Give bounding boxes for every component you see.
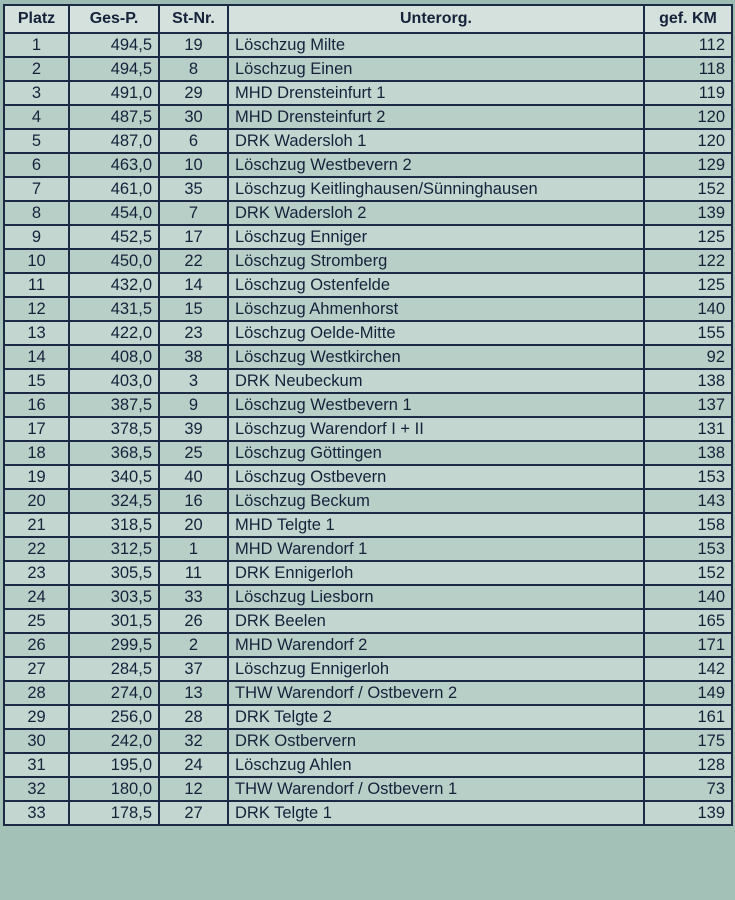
table-row	[4, 345, 732, 369]
cell-ges-p: 305,5	[69, 561, 159, 585]
table-row	[4, 465, 732, 489]
cell-gef-km: 161	[644, 705, 732, 729]
cell-ges-p: 422,0	[69, 321, 159, 345]
cell-platz: 24	[4, 585, 69, 609]
cell-st-nr: 26	[159, 609, 228, 633]
table-row	[4, 177, 732, 201]
cell-gef-km: 155	[644, 321, 732, 345]
cell-st-nr: 9	[159, 393, 228, 417]
cell-platz: 4	[4, 105, 69, 129]
cell-platz: 19	[4, 465, 69, 489]
cell-st-nr: 25	[159, 441, 228, 465]
cell-ges-p: 256,0	[69, 705, 159, 729]
cell-st-nr: 12	[159, 777, 228, 801]
cell-unterorg: Löschzug Ostbevern	[228, 465, 644, 489]
cell-ges-p: 301,5	[69, 609, 159, 633]
header-ges-p: Ges-P.	[69, 5, 159, 33]
table-header	[4, 5, 732, 33]
table-row	[4, 81, 732, 105]
cell-platz: 21	[4, 513, 69, 537]
cell-platz: 33	[4, 801, 69, 825]
table-row	[4, 225, 732, 249]
cell-st-nr: 2	[159, 633, 228, 657]
cell-st-nr: 38	[159, 345, 228, 369]
table-row	[4, 33, 732, 57]
table-row	[4, 537, 732, 561]
cell-st-nr: 23	[159, 321, 228, 345]
cell-unterorg: Löschzug Oelde-Mitte	[228, 321, 644, 345]
cell-platz: 22	[4, 537, 69, 561]
cell-unterorg: MHD Warendorf 1	[228, 537, 644, 561]
cell-gef-km: 139	[644, 801, 732, 825]
cell-gef-km: 128	[644, 753, 732, 777]
cell-ges-p: 431,5	[69, 297, 159, 321]
cell-st-nr: 16	[159, 489, 228, 513]
cell-st-nr: 14	[159, 273, 228, 297]
cell-platz: 3	[4, 81, 69, 105]
cell-st-nr: 1	[159, 537, 228, 561]
cell-gef-km: 119	[644, 81, 732, 105]
table-row	[4, 729, 732, 753]
cell-gef-km: 153	[644, 537, 732, 561]
cell-unterorg: Löschzug Ostenfelde	[228, 273, 644, 297]
cell-platz: 31	[4, 753, 69, 777]
cell-st-nr: 3	[159, 369, 228, 393]
cell-platz: 29	[4, 705, 69, 729]
cell-ges-p: 378,5	[69, 417, 159, 441]
table-row	[4, 609, 732, 633]
cell-gef-km: 158	[644, 513, 732, 537]
cell-unterorg: DRK Wadersloh 2	[228, 201, 644, 225]
cell-gef-km: 140	[644, 585, 732, 609]
cell-unterorg: DRK Ostbervern	[228, 729, 644, 753]
cell-ges-p: 195,0	[69, 753, 159, 777]
cell-unterorg: DRK Neubeckum	[228, 369, 644, 393]
cell-ges-p: 494,5	[69, 33, 159, 57]
table-row	[4, 249, 732, 273]
cell-unterorg: Löschzug Ahmenhorst	[228, 297, 644, 321]
table-row	[4, 513, 732, 537]
cell-unterorg: Löschzug Ennigerloh	[228, 657, 644, 681]
cell-st-nr: 39	[159, 417, 228, 441]
cell-st-nr: 8	[159, 57, 228, 81]
table-body	[4, 33, 732, 825]
cell-unterorg: Löschzug Göttingen	[228, 441, 644, 465]
cell-st-nr: 24	[159, 753, 228, 777]
table-row	[4, 153, 732, 177]
cell-unterorg: Löschzug Milte	[228, 33, 644, 57]
table-row	[4, 681, 732, 705]
cell-platz: 8	[4, 201, 69, 225]
cell-gef-km: 92	[644, 345, 732, 369]
cell-platz: 13	[4, 321, 69, 345]
cell-ges-p: 284,5	[69, 657, 159, 681]
table-row	[4, 777, 732, 801]
cell-platz: 28	[4, 681, 69, 705]
cell-gef-km: 152	[644, 177, 732, 201]
cell-gef-km: 153	[644, 465, 732, 489]
header-st-nr: St-Nr.	[159, 5, 228, 33]
cell-unterorg: Löschzug Enniger	[228, 225, 644, 249]
cell-platz: 26	[4, 633, 69, 657]
results-table	[3, 4, 733, 826]
cell-platz: 16	[4, 393, 69, 417]
table-row	[4, 201, 732, 225]
cell-platz: 32	[4, 777, 69, 801]
cell-unterorg: Löschzug Westbevern 2	[228, 153, 644, 177]
cell-unterorg: Löschzug Westbevern 1	[228, 393, 644, 417]
cell-st-nr: 7	[159, 201, 228, 225]
cell-unterorg: Löschzug Einen	[228, 57, 644, 81]
cell-st-nr: 28	[159, 705, 228, 729]
cell-ges-p: 340,5	[69, 465, 159, 489]
cell-platz: 20	[4, 489, 69, 513]
cell-gef-km: 125	[644, 273, 732, 297]
cell-gef-km: 73	[644, 777, 732, 801]
cell-unterorg: DRK Beelen	[228, 609, 644, 633]
cell-st-nr: 40	[159, 465, 228, 489]
cell-unterorg: DRK Ennigerloh	[228, 561, 644, 585]
cell-unterorg: Löschzug Westkirchen	[228, 345, 644, 369]
header-unterorg: Unterorg.	[228, 5, 644, 33]
cell-gef-km: 140	[644, 297, 732, 321]
cell-unterorg: Löschzug Liesborn	[228, 585, 644, 609]
cell-platz: 17	[4, 417, 69, 441]
table-row	[4, 273, 732, 297]
cell-platz: 10	[4, 249, 69, 273]
cell-ges-p: 454,0	[69, 201, 159, 225]
header-gef-km: gef. KM	[644, 5, 732, 33]
cell-platz: 15	[4, 369, 69, 393]
cell-ges-p: 461,0	[69, 177, 159, 201]
cell-platz: 6	[4, 153, 69, 177]
cell-gef-km: 138	[644, 441, 732, 465]
cell-unterorg: MHD Drensteinfurt 2	[228, 105, 644, 129]
cell-ges-p: 432,0	[69, 273, 159, 297]
table-row	[4, 561, 732, 585]
cell-platz: 5	[4, 129, 69, 153]
cell-ges-p: 463,0	[69, 153, 159, 177]
cell-unterorg: DRK Wadersloh 1	[228, 129, 644, 153]
cell-gef-km: 142	[644, 657, 732, 681]
cell-st-nr: 17	[159, 225, 228, 249]
cell-unterorg: THW Warendorf / Ostbevern 2	[228, 681, 644, 705]
cell-platz: 27	[4, 657, 69, 681]
cell-platz: 18	[4, 441, 69, 465]
table-row	[4, 129, 732, 153]
cell-gef-km: 120	[644, 129, 732, 153]
cell-platz: 11	[4, 273, 69, 297]
cell-unterorg: DRK Telgte 1	[228, 801, 644, 825]
cell-gef-km: 171	[644, 633, 732, 657]
cell-unterorg: Löschzug Keitlinghausen/Sünninghausen	[228, 177, 644, 201]
cell-ges-p: 180,0	[69, 777, 159, 801]
cell-gef-km: 152	[644, 561, 732, 585]
cell-platz: 12	[4, 297, 69, 321]
cell-platz: 7	[4, 177, 69, 201]
cell-gef-km: 139	[644, 201, 732, 225]
cell-ges-p: 303,5	[69, 585, 159, 609]
cell-ges-p: 312,5	[69, 537, 159, 561]
cell-ges-p: 178,5	[69, 801, 159, 825]
cell-platz: 30	[4, 729, 69, 753]
cell-gef-km: 149	[644, 681, 732, 705]
cell-ges-p: 487,0	[69, 129, 159, 153]
cell-st-nr: 29	[159, 81, 228, 105]
cell-platz: 23	[4, 561, 69, 585]
table-row	[4, 657, 732, 681]
cell-unterorg: MHD Drensteinfurt 1	[228, 81, 644, 105]
cell-gef-km: 138	[644, 369, 732, 393]
cell-st-nr: 19	[159, 33, 228, 57]
cell-ges-p: 274,0	[69, 681, 159, 705]
cell-gef-km: 122	[644, 249, 732, 273]
cell-st-nr: 22	[159, 249, 228, 273]
cell-ges-p: 368,5	[69, 441, 159, 465]
cell-ges-p: 324,5	[69, 489, 159, 513]
cell-unterorg: Löschzug Stromberg	[228, 249, 644, 273]
table-row	[4, 297, 732, 321]
cell-unterorg: DRK Telgte 2	[228, 705, 644, 729]
header-platz: Platz	[4, 5, 69, 33]
cell-ges-p: 494,5	[69, 57, 159, 81]
cell-gef-km: 112	[644, 33, 732, 57]
cell-unterorg: Löschzug Ahlen	[228, 753, 644, 777]
cell-ges-p: 491,0	[69, 81, 159, 105]
cell-gef-km: 143	[644, 489, 732, 513]
cell-unterorg: Löschzug Beckum	[228, 489, 644, 513]
cell-platz: 9	[4, 225, 69, 249]
cell-ges-p: 450,0	[69, 249, 159, 273]
table-row	[4, 801, 732, 825]
cell-gef-km: 118	[644, 57, 732, 81]
cell-gef-km: 120	[644, 105, 732, 129]
table-row	[4, 57, 732, 81]
cell-st-nr: 37	[159, 657, 228, 681]
cell-platz: 2	[4, 57, 69, 81]
cell-st-nr: 32	[159, 729, 228, 753]
cell-st-nr: 11	[159, 561, 228, 585]
cell-ges-p: 387,5	[69, 393, 159, 417]
header-row	[4, 5, 732, 33]
cell-platz: 1	[4, 33, 69, 57]
cell-st-nr: 15	[159, 297, 228, 321]
table-row	[4, 489, 732, 513]
table-row	[4, 393, 732, 417]
cell-st-nr: 33	[159, 585, 228, 609]
cell-platz: 25	[4, 609, 69, 633]
table-row	[4, 633, 732, 657]
cell-unterorg: THW Warendorf / Ostbevern 1	[228, 777, 644, 801]
cell-unterorg: MHD Telgte 1	[228, 513, 644, 537]
cell-ges-p: 299,5	[69, 633, 159, 657]
cell-ges-p: 408,0	[69, 345, 159, 369]
cell-ges-p: 403,0	[69, 369, 159, 393]
cell-unterorg: MHD Warendorf 2	[228, 633, 644, 657]
table-row	[4, 585, 732, 609]
table-row	[4, 441, 732, 465]
cell-ges-p: 242,0	[69, 729, 159, 753]
table-row	[4, 321, 732, 345]
cell-ges-p: 318,5	[69, 513, 159, 537]
table-row	[4, 753, 732, 777]
table-row	[4, 369, 732, 393]
cell-st-nr: 13	[159, 681, 228, 705]
cell-st-nr: 10	[159, 153, 228, 177]
table-row	[4, 105, 732, 129]
cell-platz: 14	[4, 345, 69, 369]
cell-gef-km: 137	[644, 393, 732, 417]
table-row	[4, 417, 732, 441]
cell-gef-km: 131	[644, 417, 732, 441]
table-row	[4, 705, 732, 729]
cell-gef-km: 175	[644, 729, 732, 753]
cell-st-nr: 20	[159, 513, 228, 537]
cell-gef-km: 129	[644, 153, 732, 177]
cell-gef-km: 125	[644, 225, 732, 249]
cell-st-nr: 35	[159, 177, 228, 201]
cell-st-nr: 27	[159, 801, 228, 825]
cell-ges-p: 452,5	[69, 225, 159, 249]
cell-gef-km: 165	[644, 609, 732, 633]
cell-st-nr: 6	[159, 129, 228, 153]
cell-ges-p: 487,5	[69, 105, 159, 129]
cell-unterorg: Löschzug Warendorf I + II	[228, 417, 644, 441]
cell-st-nr: 30	[159, 105, 228, 129]
